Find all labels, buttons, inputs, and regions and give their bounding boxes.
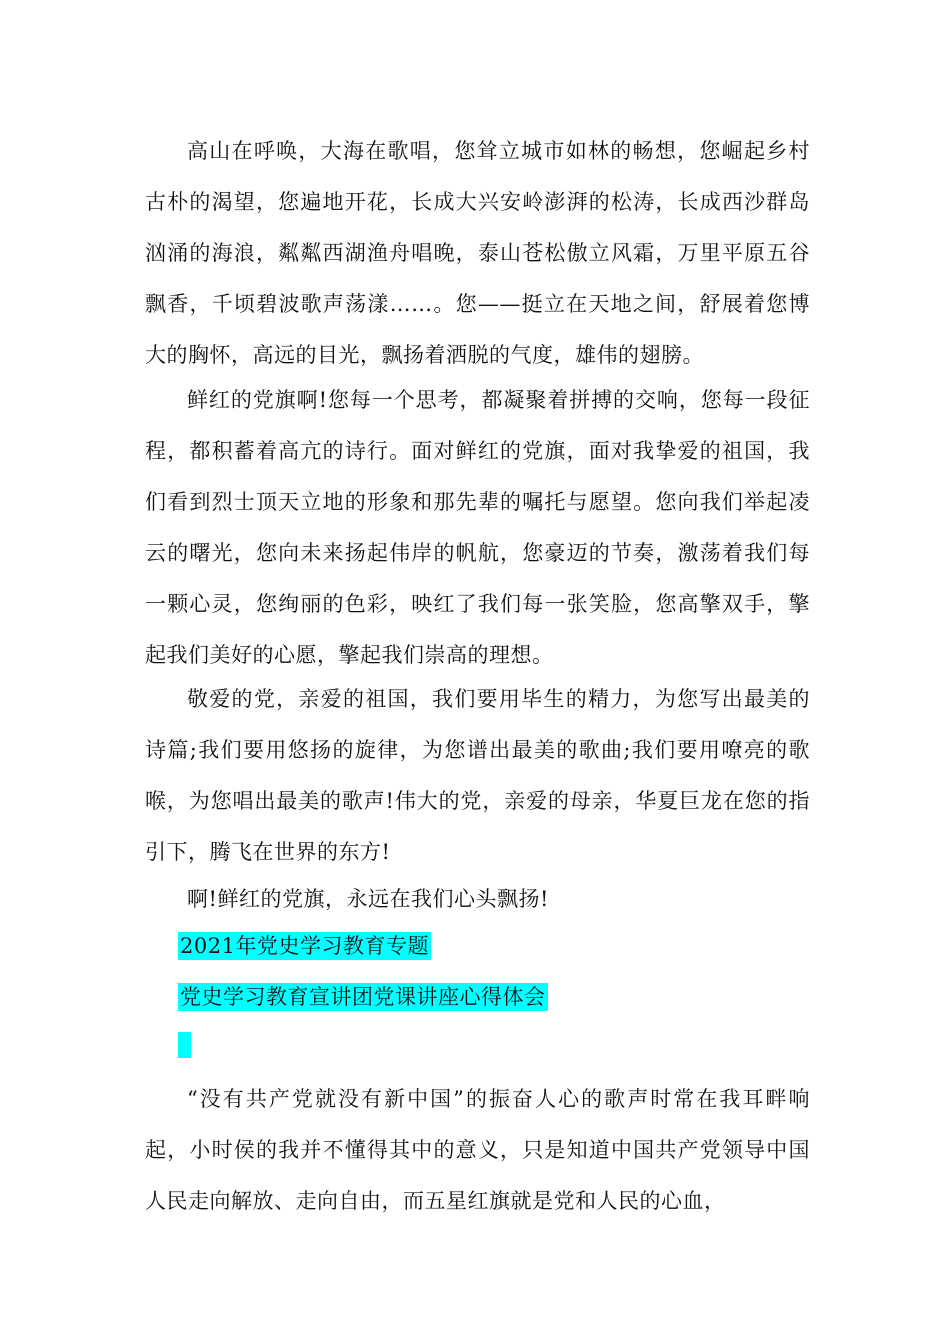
paragraph-new-china-song: “没有共产党就没有新中国”的振奋人心的歌声时常在我耳畔响起，小时侯的我并不懂得其中的意义，只是知道中国共产党领导中国人民走向解放、走向自由，而五星红旗就是党和人民的心血， [145, 1087, 810, 1213]
heading-series: 2021年党史学习教育专题 [180, 934, 429, 958]
paragraph-beloved-party: 敬爱的党，亲爱的祖国，我们要用毕生的精力，为您写出最美的诗篇;我们要用悠扬的旋律，为您谱出最美的歌曲;我们要用嘹亮的歌喉，为您唱出最美的歌声!伟大的党，亲爱的母亲，华夏巨龙在您的指引下，腾飞在世界的东方! [145, 687, 810, 864]
paragraph-mountains-sea: 高山在呼唤，大海在歌唱，您耸立城市如林的畅想，您崛起乡村古朴的渴望，您遍地开花，长成大兴安岭澎湃的松涛，长成西沙群岛汹涌的海浪，粼粼西湖渔舟唱晚，泰山苍松傲立风霜，万里平原五谷飘香，千顷碧波歌声荡漾……。您——挺立在天地之间，舒展着您博大的胸怀，高远的目光，飘扬着洒脱的气度，雄伟的翅膀。 [145, 139, 810, 367]
highlighted-empty-line [178, 1032, 191, 1058]
paragraph-closing-line: 啊!鲜红的党旗，永远在我们心头飘扬! [187, 887, 549, 911]
paragraph-party-flag: 鲜红的党旗啊!您每一个思考，都凝聚着拼搏的交响，您每一段征程，都积蓄着高亢的诗行。面对鲜红的党旗，面对我挚爱的祖国，我们看到烈士顶天立地的形象和那先辈的嘱托与愿望。您向我们举起凌云的曙光，您向未来扬起伟岸的帆航，您豪迈的节奏，激荡着我们每一颗心灵，您绚丽的色彩，映红了我们每一张笑脸，您高擎双手，擎起我们美好的心愿，擎起我们崇高的理想。 [145, 388, 810, 667]
heading-title: 党史学习教育宣讲团党课讲座心得体会 [180, 985, 546, 1009]
